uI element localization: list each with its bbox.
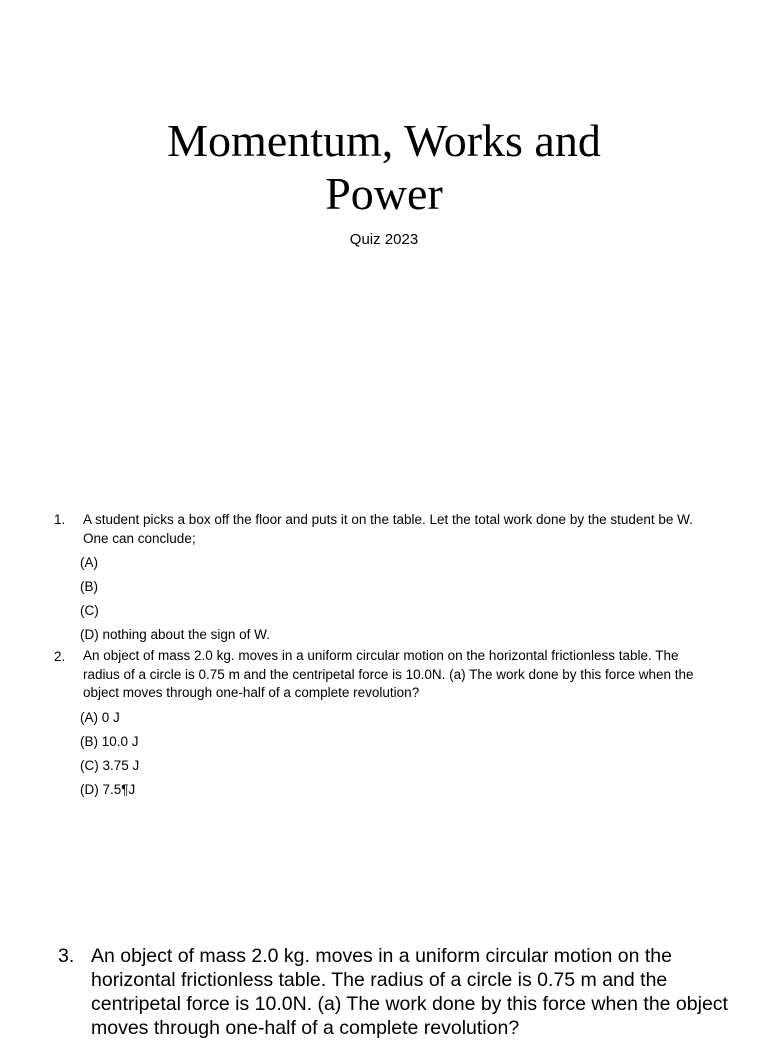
question-text: An object of mass 2.0 kg. moves in a uniform circular motion on the horizontal frictionless table. The radius of a circle is 0.75 m and the centripetal force is 10.0N. (a) The work done by this force when the object moves through one-half of a complete revolution? <box>83 648 694 700</box>
question-number: 2. <box>54 649 66 664</box>
question-3 <box>58 944 738 1040</box>
title-line-1: Momentum, Works and <box>167 115 601 166</box>
question-text: A student picks a box off the floor and puts it on the table. Let the total work done by the student be W. One can conclude; <box>83 512 693 546</box>
option-c: (C) <box>80 603 99 618</box>
option-c: (C) 3.75 J <box>80 757 140 773</box>
answer-options <box>80 706 714 802</box>
question-number: 1. <box>54 512 66 527</box>
option-d: (D) 7.5¶J <box>80 781 136 797</box>
option-b: (B) <box>80 579 98 594</box>
option-a: (A) 0 J <box>80 709 120 725</box>
option-a: (A) <box>80 555 98 570</box>
question-1 <box>54 510 714 647</box>
document-title <box>0 114 768 220</box>
question-list <box>54 510 714 802</box>
question-2 <box>54 647 714 802</box>
question-text: An object of mass 2.0 kg. moves in a uniform circular motion on the horizontal frictionless table. The radius of a circle is 0.75 m and the centripetal force is 10.0N. (a) The work done by this force when the object moves through one-half of a complete revolution? <box>91 945 728 1039</box>
document-subtitle: Quiz 2023 <box>349 231 419 248</box>
option-b: (B) 10.0 J <box>80 733 139 749</box>
title-line-2: Power <box>325 168 443 219</box>
question-number: 3. <box>58 945 75 967</box>
answer-options <box>80 551 714 647</box>
option-d: (D) nothing about the sign of W. <box>80 627 270 642</box>
